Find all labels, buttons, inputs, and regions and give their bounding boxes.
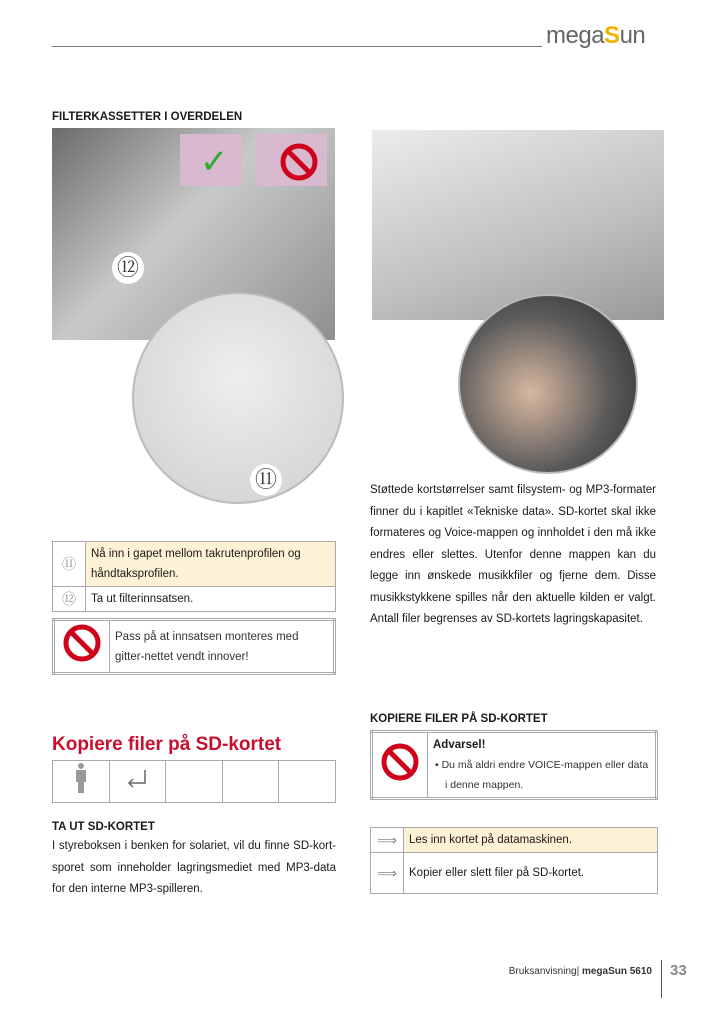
chapter-title: Kopiere filer på SD-kortet	[52, 734, 282, 755]
control-box-image	[372, 130, 664, 320]
footer-product: megaSun 5610	[581, 966, 652, 977]
copy-steps-table	[370, 827, 658, 894]
step-number: ⑪	[53, 542, 86, 587]
filter-ok-image	[180, 134, 242, 186]
filter-wrong-image	[257, 134, 327, 186]
step-text: Ta ut filterinnsatsen.	[86, 587, 336, 612]
checkmark-icon: ✓	[200, 143, 229, 181]
callout-12: ⑫	[112, 252, 144, 284]
warning-box	[52, 618, 336, 675]
callout-11: ⑪	[250, 464, 282, 496]
table-row	[371, 853, 658, 894]
step-number: ⑫	[53, 587, 86, 612]
steps-table	[52, 541, 336, 612]
arrow-icon: ⟹	[371, 828, 404, 853]
sub-paragraph: I styreboksen i benken for solariet, vil du finne SD-kort-sporet som inneholder lagringsmediet med MP3-data for den interne MP3-spilleren.	[52, 840, 336, 895]
requirements-icon-table	[52, 760, 336, 803]
step-text: Nå inn i gapet mellom takrutenprofilen og håndtaksprofilen.	[86, 542, 336, 587]
page-number: 33	[670, 962, 687, 979]
table-row	[371, 828, 658, 853]
sd-slot-closeup-photo	[458, 294, 638, 474]
prohibited-icon	[62, 623, 102, 663]
sub-heading: TA UT SD-KORTET	[52, 821, 155, 833]
megasun-logo: megaSun	[546, 22, 646, 49]
warning-text: Pass på at innsatsen monteres med gitter-nettet vendt innover!	[110, 620, 335, 674]
copy-files-heading: KOPIERE FILER PÅ SD-KORTET	[370, 713, 548, 725]
warning-text: Du må aldri endre VOICE-mappen eller data i denne mappen.	[441, 759, 649, 791]
footer-label	[509, 966, 652, 977]
arrow-icon: ⟹	[371, 853, 404, 894]
intro-paragraph: Støttede kortstørrelser samt filsystem- og MP3-formater finner du i kapitlet «Tekniske data». SD-kortet skal ikke formateres og Voice-mappen og innholdet i den må ikke endres eller slettes. Utenfor denne mappen kan du legge inn ønskede musikkfiler og fjerne dem. Disse musikkstykkene spilles når den aktuelle kilden er valgt. Antall filer begrenses av SD-kortets lagringskapasitet.	[370, 484, 656, 625]
prohibited-icon	[279, 142, 319, 182]
footer-manual: Bruksanvisning|	[508, 966, 580, 977]
table-row	[53, 587, 336, 612]
step-text: Kopier eller slett filer på SD-kortet.	[404, 853, 658, 894]
step-text: Les inn kortet på datamaskinen.	[404, 828, 658, 853]
prohibited-icon	[380, 742, 420, 782]
person-icon	[74, 763, 88, 793]
hinge-detail-diagram	[132, 292, 344, 504]
warning-box: Advarsel! • Du må aldri endre VOICE-mappen eller data i denne mappen.	[370, 730, 658, 800]
table-row	[53, 542, 336, 587]
section-heading: FILTERKASSETTER I OVERDELEN	[52, 111, 243, 123]
header-rule	[52, 46, 542, 47]
return-arrow-icon	[125, 768, 149, 788]
warning-title: Advarsel!	[433, 739, 486, 751]
footer-divider	[661, 960, 662, 998]
